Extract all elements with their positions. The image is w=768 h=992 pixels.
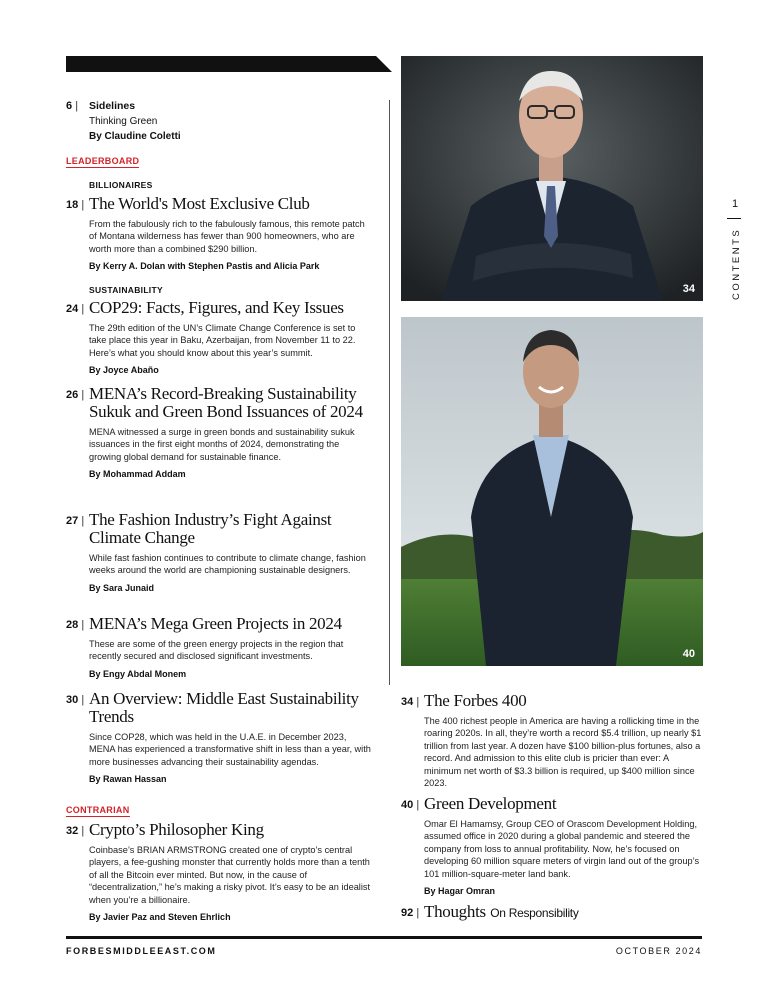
column-divider [389,100,390,685]
article-title: The Forbes 400 [424,691,527,710]
byline: By Hagar Omran [424,886,496,897]
page-number: 34 | [401,696,420,708]
article-title: COP29: Facts, Figures, and Key Issues [89,298,344,317]
page-number: 28 | [66,619,85,631]
article-description: Coinbase’s BRIAN ARMSTRONG created one of crypto’s central players, a fee-gushing monster that currently holds more than a tenth of all the Bitcoin ever minted. But now, in the cause of “decentralization,” he’s making a risky pivot. It’s easy to be an idealist when you’re a billionaire. [89,845,371,905]
section-subtitle: Thinking Green [89,116,158,127]
article-title: An Overview: Middle East Sustainability Trends [89,689,359,726]
contents-label: CONTENTS [731,227,742,300]
article-title: Crypto’s Philosopher King [89,820,264,839]
article-description: MENA witnessed a surge in green bonds and sustainability sukuk issuances in the first eight months of 2024, demonstrating the growing global demand for sustainable finance. [89,427,355,462]
footer-issue-date: OCTOBER 2024 [615,946,702,956]
byline: By Engy Abdal Monem [89,668,187,679]
toc-entry[interactable] [401,795,703,896]
article-title: Thoughts On Responsibility [424,902,579,921]
side-page-number: 1 [732,198,739,210]
photo-billionaire [401,56,703,301]
article-description: Since COP28, which was held in the U.A.E. in December 2023, MENA has experienced a transformative shift in less than a year, with more businesses advancing their sustainability agendas. [89,732,371,767]
section-tag-contrarian: CONTRARIAN [66,805,130,815]
footer-rule [66,936,702,939]
article-description: From the fabulously rich to the fabulously famous, this remote patch of Montana wilderness has fewer than 900 homeowners, who are worth more than a combined $290 billion. [89,219,365,254]
article-description: The 29th edition of the UN’s Climate Change Conference is set to take place this year in Baku, Azerbaijan, from November 11 to 22. Here’s what you should know about this year’s summit. [89,323,356,358]
page-number: 30 | [66,694,85,706]
byline: By Claudine Coletti [89,131,181,142]
photo-page-number: 34 [682,283,695,295]
page-number: 26 | [66,389,85,401]
article-subtitle: On Responsibility [490,906,579,920]
photo-ceo [401,317,703,666]
byline: By Mohammad Addam [89,469,186,480]
footer-website: FORBESMIDDLEEAST.COM [66,946,217,956]
toc-entry[interactable] [66,821,371,922]
toc-entry-thoughts[interactable] [401,903,703,922]
byline: By Javier Paz and Steven Ehrlich [89,912,231,923]
kicker-sustainability: SUSTAINABILITY [89,285,163,295]
toc-entry[interactable] [66,299,371,375]
toc-entry[interactable] [401,692,703,789]
article-description: The 400 richest people in America are having a rollicking time in the roaring 2020s. In all, they’re worth a record $5.4 trillion, up nearly $1 trillion from last year. A dozen have $100 billion-plus fortunes, also a record. And admission to this elite club is pricier than ever: A minimum net worth of $3.3 billion is required, up $400 million since 2023. [424,716,702,789]
article-title: Green Development [424,794,557,813]
page-number: 6 | [66,100,79,112]
photo-page-number: 40 [682,648,695,660]
section-tag-leaderboard: LEADERBOARD [66,156,140,166]
toc-entry[interactable] [66,195,371,271]
section-title: Sidelines [89,100,136,112]
byline: By Sara Junaid [89,582,155,593]
article-description: These are some of the green energy projects in the region that recently secured and disclosed significant investments. [89,639,344,662]
page-number: 92 | [401,907,420,919]
byline: By Rawan Hassan [89,774,167,785]
page-number: 18 | [66,199,85,211]
toc-entry[interactable] [66,385,371,479]
side-divider [727,218,741,219]
article-title: The World's Most Exclusive Club [89,194,310,213]
page-number: 24 | [66,303,85,315]
page-number: 27 | [66,515,85,527]
page-number: 40 | [401,799,420,811]
byline: By Joyce Abaño [89,365,159,376]
article-description: While fast fashion continues to contribute to climate change, fashion weeks around the world are championing sustainable designers. [89,553,366,576]
header-black-bar [66,56,392,72]
page-number: 32 | [66,825,85,837]
article-title: MENA’s Record-Breaking Sustainability Sukuk and Green Bond Issuances of 2024 [89,384,363,421]
kicker-billionaires: BILLIONAIRES [89,180,153,190]
toc-entry-sidelines[interactable] [66,100,371,142]
byline: By Kerry A. Dolan with Stephen Pastis and Alicia Park [89,261,320,272]
toc-entry[interactable] [66,511,371,593]
article-description: Omar El Hamamsy, Group CEO of Orascom Development Holding, assumed office in 2020 during a global pandemic and steered the company from loss to annual profitability. Now, he’s focused on developing 60 million square meters of virgin land out of the group’s 101 million-square-meter land bank. [424,819,700,879]
article-title: The Fashion Industry’s Fight Against Climate Change [89,510,332,547]
article-title: MENA’s Mega Green Projects in 2024 [89,614,342,633]
toc-entry[interactable] [66,615,371,679]
toc-entry[interactable] [66,690,371,784]
